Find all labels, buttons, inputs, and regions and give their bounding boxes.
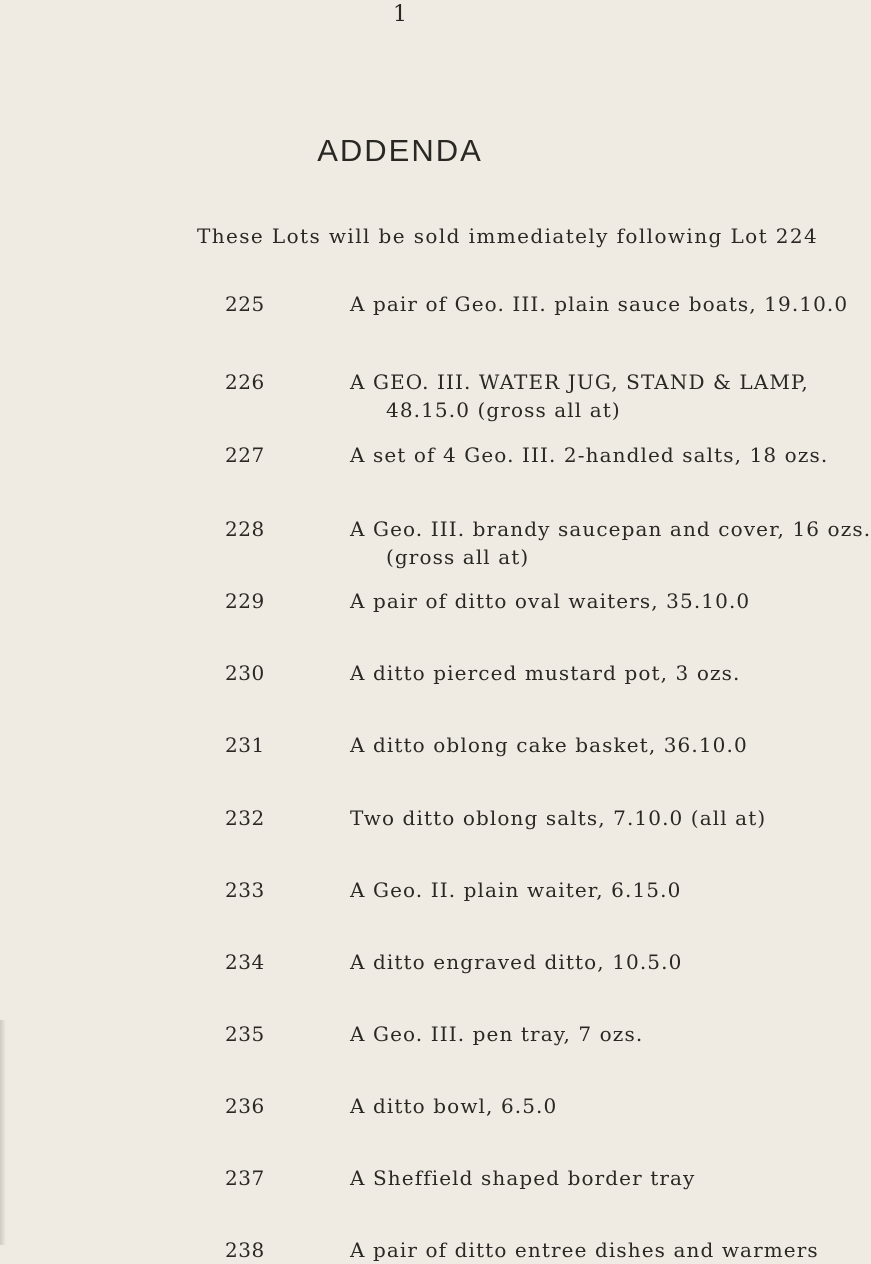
lot-description-line: A Geo. III. pen tray, 7 ozs. xyxy=(350,1022,644,1046)
page-edge-shadow xyxy=(0,1020,6,1245)
lot-description-line: A ditto bowl, 6.5.0 xyxy=(350,1094,558,1118)
lot-number: 227 xyxy=(225,443,265,467)
lot-number: 230 xyxy=(225,661,265,685)
lot-description-line: A pair of Geo. III. plain sauce boats, 19.10.0 xyxy=(350,292,849,316)
page-title: ADDENDA xyxy=(317,133,483,168)
lot-description-line: A ditto pierced mustard pot, 3 ozs. xyxy=(350,661,741,685)
lot-number: 233 xyxy=(225,878,265,902)
lot-description-line: A GEO. III. WATER JUG, STAND & LAMP, xyxy=(350,370,809,394)
lot-description xyxy=(350,1092,790,1120)
lot-description-line: A ditto engraved ditto, 10.5.0 xyxy=(350,950,683,974)
lot-number: 229 xyxy=(225,589,265,613)
lot-description xyxy=(350,441,829,469)
lot-description xyxy=(350,948,790,976)
lot-number: 228 xyxy=(225,517,265,541)
lot-description-continuation: (gross all at) xyxy=(386,545,530,569)
lot-description xyxy=(350,659,790,687)
lot-description xyxy=(350,1236,819,1264)
lot-description xyxy=(350,290,849,318)
lot-description xyxy=(350,368,809,424)
lot-description-line: Two ditto oblong salts, 7.10.0 (all at) xyxy=(350,806,767,830)
lot-number: 226 xyxy=(225,370,265,394)
lot-description xyxy=(350,804,790,832)
lot-description xyxy=(350,1164,790,1192)
lot-description-line: A ditto oblong cake basket, 36.10.0 xyxy=(350,733,748,757)
lot-number: 234 xyxy=(225,950,265,974)
intro-text: These Lots will be sold immediately following Lot 224 xyxy=(197,224,819,248)
lot-description-line: A pair of ditto entree dishes and warmers xyxy=(350,1238,819,1262)
lot-description xyxy=(350,515,871,571)
lot-description-continuation: 48.15.0 (gross all at) xyxy=(386,398,621,422)
lot-number: 237 xyxy=(225,1166,265,1190)
lot-number: 231 xyxy=(225,733,265,757)
lot-description xyxy=(350,876,790,904)
lot-description xyxy=(350,587,790,615)
lot-number: 232 xyxy=(225,806,265,830)
lot-description xyxy=(350,731,790,759)
lot-number: 236 xyxy=(225,1094,265,1118)
lot-description-line: A Sheffield shaped border tray xyxy=(350,1166,696,1190)
lot-description-line: A Geo. III. brandy saucepan and cover, 16 ozs. xyxy=(350,517,871,541)
lot-description-line: A set of 4 Geo. III. 2-handled salts, 18 ozs. xyxy=(350,443,829,467)
lot-number: 225 xyxy=(225,292,265,316)
page-number: 1 xyxy=(393,2,407,27)
lot-description-line: A pair of ditto oval waiters, 35.10.0 xyxy=(350,589,751,613)
lot-description xyxy=(350,1020,790,1048)
lot-number: 238 xyxy=(225,1238,265,1262)
lot-description-line: A Geo. II. plain waiter, 6.15.0 xyxy=(350,878,682,902)
lot-number: 235 xyxy=(225,1022,265,1046)
